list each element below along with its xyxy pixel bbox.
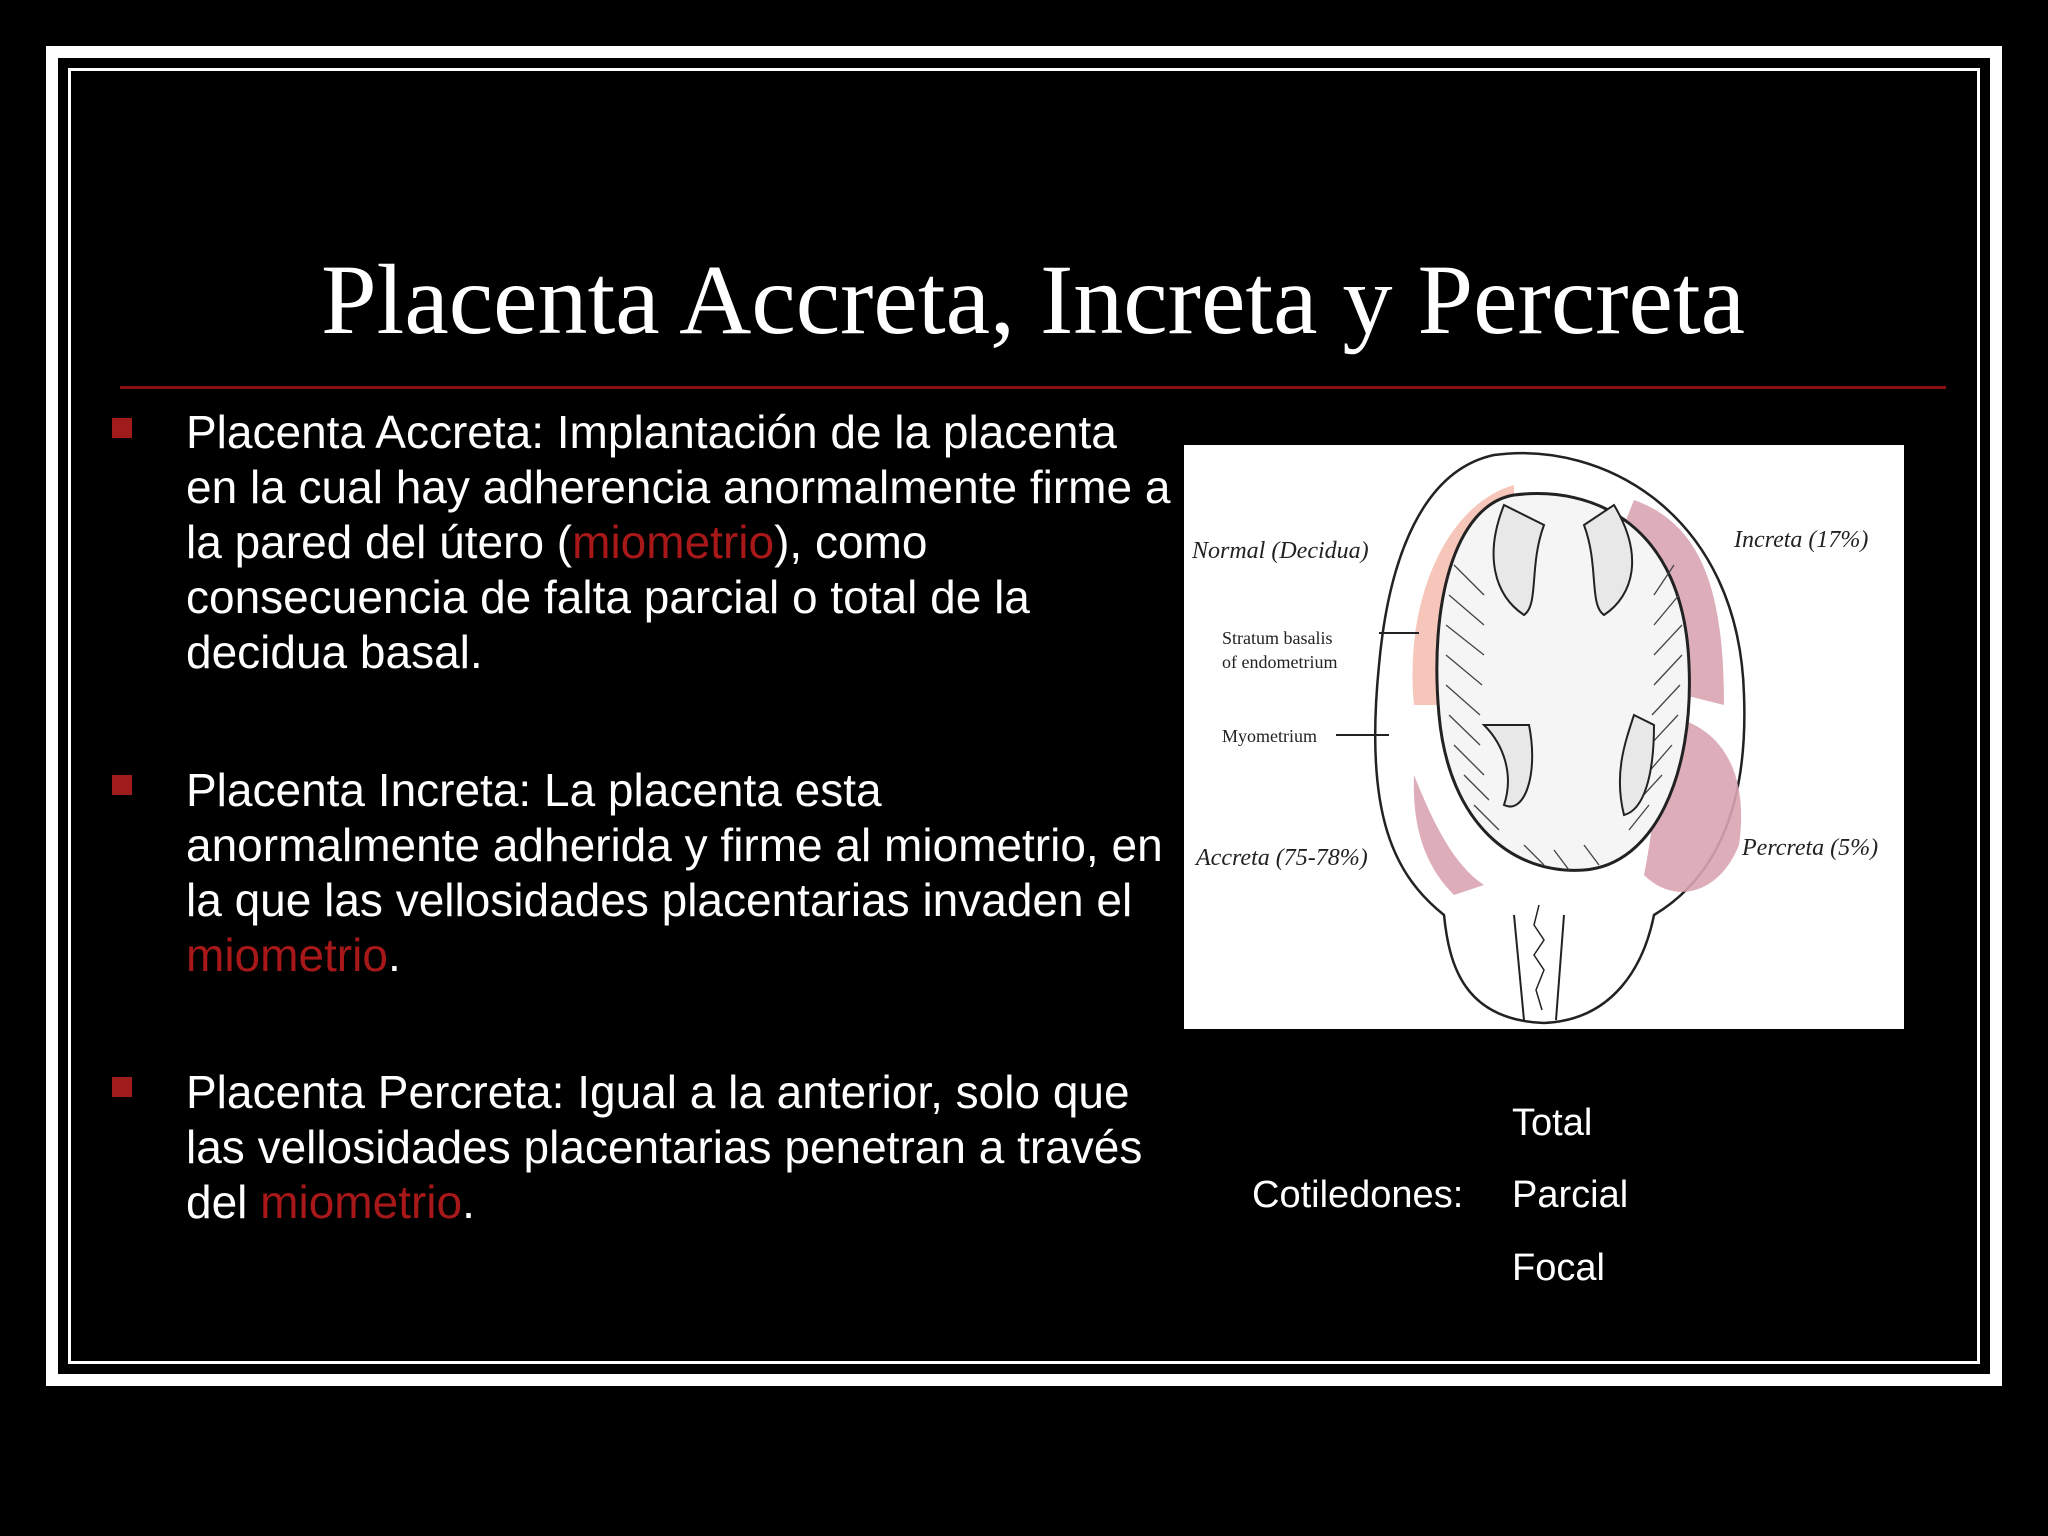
bullet-text: Placenta Accreta: Implantación de la placenta en la cual hay adherencia anormalmente firme a la pared del útero ( (186, 406, 1171, 568)
highlight-term: miometrio (572, 516, 775, 568)
label-endometrium: of endometrium (1222, 652, 1338, 672)
bullet-increta (186, 763, 1176, 983)
bullet-text: Placenta Increta: La placenta esta anormalmente adherida y firme al miometrio, en la que las vellosidades placentarias invaden el (186, 764, 1163, 926)
cotiledones-option-total: Total (1512, 1102, 1593, 1144)
cotiledones-option-parcial: Parcial (1512, 1174, 1629, 1216)
bullet-text: Placenta Percreta: Igual a la anterior, solo que las vellosidades placentarias penetran a través del (186, 1066, 1143, 1228)
uterus-placenta-diagram (1184, 445, 1904, 1029)
label-percreta: Percreta (5%) (1742, 835, 1879, 861)
bullet-text: ), como consecuencia de falta parcial o total de la decidua basal. (186, 516, 1030, 678)
bullet-percreta (186, 1065, 1176, 1230)
bullet-marker-icon (112, 1077, 132, 1097)
highlight-term: miometrio (260, 1176, 463, 1228)
title-divider (120, 386, 1946, 389)
highlight-term: miometrio (186, 929, 388, 981)
label-increta: Increta (17%) (1734, 527, 1869, 553)
cotiledones-label: Cotiledones: (1252, 1174, 1464, 1216)
bullet-accreta (186, 405, 1176, 680)
bullet-marker-icon (112, 418, 132, 438)
label-accreta: Accreta (75-78%) (1196, 845, 1368, 871)
bullet-text: . (462, 1176, 475, 1228)
slide-title: Placenta Accreta, Increta y Percreta (320, 244, 1746, 355)
label-normal: Normal (Decidua) (1192, 538, 1369, 564)
cotiledones-option-focal: Focal (1512, 1247, 1605, 1289)
label-myometrium: Myometrium (1222, 726, 1317, 746)
bullet-text: . (387, 929, 401, 981)
bullet-marker-icon (112, 775, 132, 795)
label-stratum: Stratum basalis (1222, 628, 1333, 648)
